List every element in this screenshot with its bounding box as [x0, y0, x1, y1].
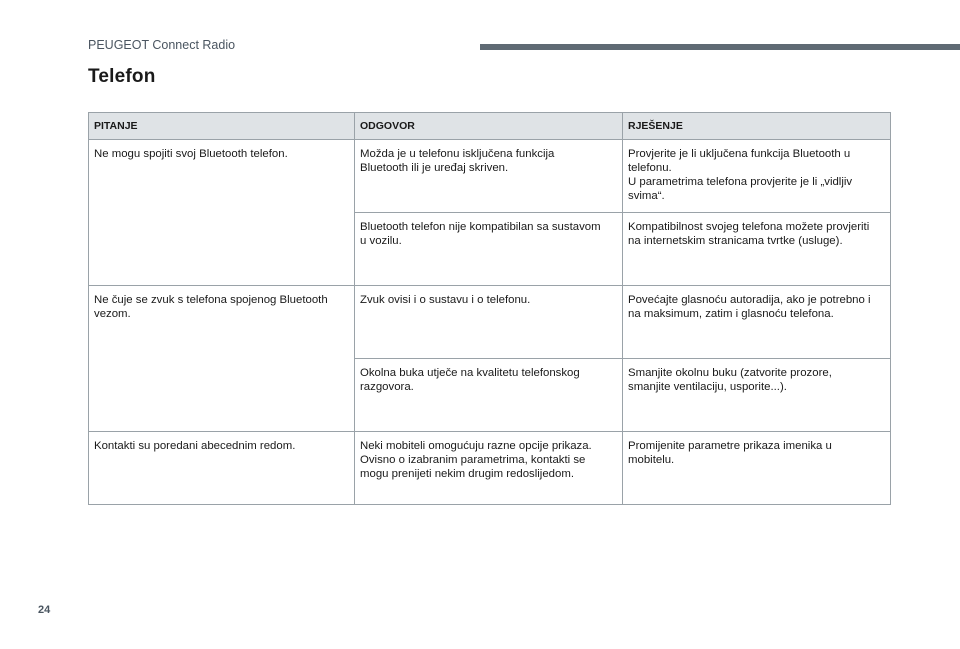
solution-cell: [623, 286, 891, 359]
answer-text: Bluetooth telefon nije kompatibilan sa sustavom u vozilu.: [360, 221, 601, 247]
question-cell: [89, 432, 355, 505]
column-header-solution: RJEŠENJE: [623, 113, 891, 140]
table-row: [89, 432, 891, 505]
answer-cell: [355, 213, 623, 286]
solution-cell: [623, 213, 891, 286]
question-text: Ne čuje se zvuk s telefona spojenog Bluetooth vezom.: [94, 294, 328, 320]
answer-cell: [355, 359, 623, 432]
header-brand: PEUGEOT Connect Radio: [88, 38, 236, 52]
table-header-row: [89, 113, 891, 140]
table-row: [89, 140, 891, 213]
answer-text: Neki mobiteli omogućuju razne opcije prikaza. Ovisno o izabranim parametrima, kontakti se mogu prenijeti nekim drugim redoslijedom.: [360, 440, 592, 480]
answer-cell: [355, 432, 623, 505]
answer-text: Možda je u telefonu isključena funkcija Bluetooth ili je uređaj skriven.: [360, 148, 555, 174]
header-rule: [480, 44, 960, 50]
solution-text: Povećajte glasnoću autoradija, ako je potrebno i na maksimum, zatim i glasnoću telefona.: [628, 294, 871, 320]
column-header-answer: ODGOVOR: [355, 113, 623, 140]
page-number: 24: [38, 604, 51, 616]
question-text: Ne mogu spojiti svoj Bluetooth telefon.: [94, 148, 288, 160]
solution-text: Provjerite je li uključena funkcija Bluetooth u telefonu. U parametrima telefona provjerite je li „vidljiv svima“.: [628, 148, 853, 202]
page-title: Telefon: [88, 66, 156, 87]
solution-cell: [623, 140, 891, 213]
solution-cell: [623, 359, 891, 432]
faq-table: [88, 112, 891, 505]
solution-text: Kompatibilnost svojeg telefona možete provjeriti na internetskim stranicama tvrtke (usluge).: [628, 221, 870, 247]
solution-text: Promijenite parametre prikaza imenika u mobitelu.: [628, 440, 832, 466]
answer-cell: [355, 140, 623, 213]
solution-cell: [623, 432, 891, 505]
answer-cell: [355, 286, 623, 359]
question-cell: [89, 286, 355, 432]
answer-text: Okolna buka utječe na kvalitetu telefonskog razgovora.: [360, 367, 580, 393]
answer-text: Zvuk ovisi i o sustavu i o telefonu.: [360, 294, 531, 306]
column-header-question: PITANJE: [89, 113, 355, 140]
question-text: Kontakti su poredani abecednim redom.: [94, 440, 296, 452]
solution-text: Smanjite okolnu buku (zatvorite prozore, smanjite ventilaciju, usporite...).: [628, 367, 832, 393]
question-cell: [89, 140, 355, 286]
table-row: [89, 286, 891, 359]
